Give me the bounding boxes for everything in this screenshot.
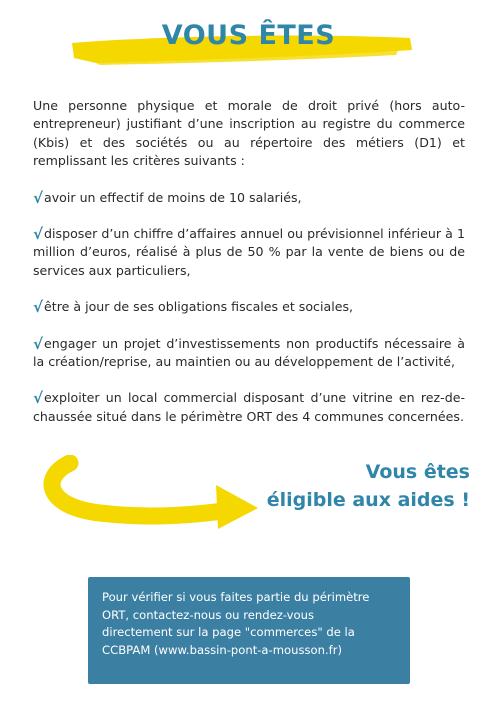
contact-line-2: ORT, contactez-nous ou rendez-vous [102,607,315,622]
criteria-section [33,97,465,444]
eligible-line-1: Vous êtes [365,461,470,483]
criterion-text: exploiter un local commercial disposant d’une vitrine en rez-de-chaussée situé dans le périmètre ORT des 4 communes concernées. [33,390,465,424]
contact-line-3: directement sur la page "commerces" de la [102,625,355,639]
criterion-item [33,389,465,426]
yellow-arrow-icon [40,455,280,535]
check-icon: √ [33,334,44,353]
title-banner [0,0,497,80]
check-icon: √ [33,188,44,207]
check-icon: √ [33,389,44,408]
eligibility-callout [250,458,470,514]
criterion-item [33,225,465,280]
page-title: VOUS ÊTES [161,20,336,51]
eligible-line-2: éligible aux aides ! [266,489,470,511]
criterion-item [33,335,465,372]
check-icon: √ [33,298,44,317]
criterion-item [33,298,465,316]
criterion-text: avoir un effectif de moins de 10 salariés, [44,189,302,205]
contact-line-1: Pour vérifier si vous faites partie du périmètre [102,590,370,604]
criterion-text: disposer d’un chiffre d’affaires annuel ou prévisionnel inférieur à 1 million d’euros, réalisé à plus de 50 % par la vente de biens ou de services aux particuliers, [33,226,465,278]
criterion-text: engager un projet d’investissements non productifs nécessaire à la création/reprise, au maintien ou au développement de l’activité, [33,335,465,370]
contact-box [88,577,410,684]
contact-line-4: CCBPAM (www.bassin-pont-a-mousson.fr) [102,642,343,657]
intro-paragraph: Une personne physique et morale de droit privé (hors auto-entrepreneur) justifiant d’une inscription au registre du commerce (Kbis) et des sociétés ou au répertoire des métiers (D1) et remplissant les critères suivants : [33,98,465,169]
criterion-text: être à jour de ses obligations fiscales et sociales, [44,299,354,315]
criterion-item [33,189,465,207]
check-icon: √ [33,225,44,244]
